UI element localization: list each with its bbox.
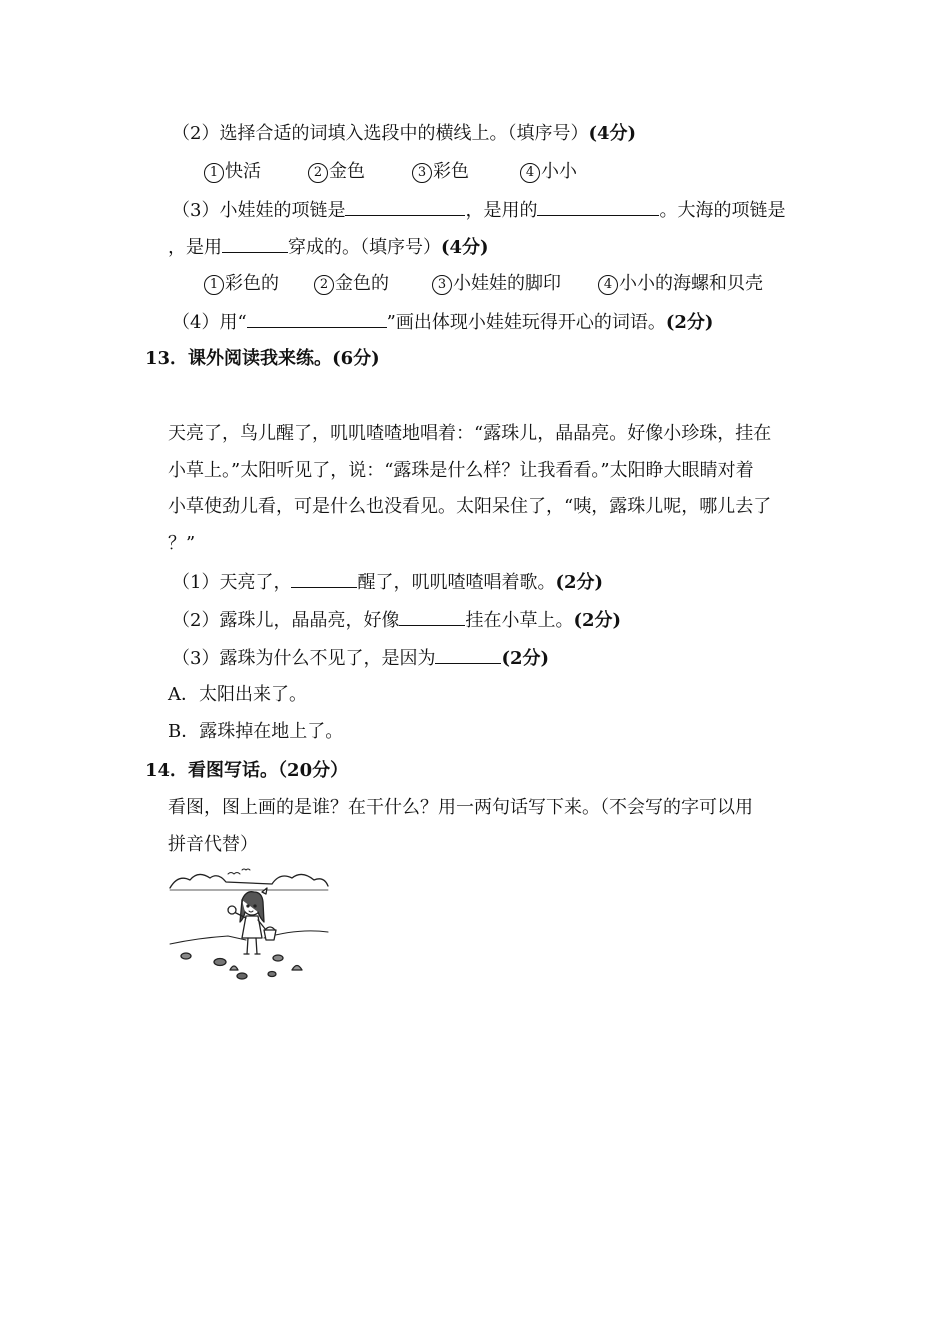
circled-number: 2 (314, 275, 334, 295)
circled-number: 4 (598, 275, 618, 295)
q13-sub3-score: (2分) (501, 648, 550, 669)
shell-icon (237, 973, 247, 979)
q12-part3-score: (4分) (441, 237, 489, 258)
answer-blank[interactable] (435, 645, 501, 664)
q12-part3-text-e: 穿成的。（填序号） (288, 237, 441, 258)
q13-sub2 (172, 607, 621, 634)
q13-sub1-score: (2分) (555, 572, 604, 593)
shell-icon (214, 959, 226, 966)
option-text: 小娃娃的脚印 (453, 273, 561, 294)
answer-blank[interactable] (222, 234, 288, 253)
option-text: 彩色的 (225, 273, 279, 294)
answer-blank[interactable] (247, 309, 387, 328)
circled-number: 3 (412, 163, 432, 183)
option-text: 金色的 (335, 273, 389, 294)
passage-line: ？” (168, 533, 196, 554)
passage-line: 小草使劲儿看，可是什么也没看见。太阳呆住了，“咦，露珠儿呢，哪儿去了 (168, 496, 772, 517)
q12-part3-text-b: ，是用的 (465, 200, 538, 221)
q12-part3-text-d: ，是用 (168, 237, 222, 258)
q12-part3-line2 (168, 234, 489, 261)
q12-part2-text: 选择合适的词填入选段中的横线上。（填序号） (219, 123, 589, 144)
q14-instruction: 拼音代替） (168, 834, 258, 855)
q13-option-a: A．太阳出来了。 (168, 684, 307, 705)
shell-icon (230, 966, 238, 970)
shell-icon (292, 966, 302, 971)
answer-blank[interactable] (399, 607, 465, 626)
q12-part3-text-c: 。大海的项链是 (659, 200, 786, 221)
q12-part2-options (204, 159, 577, 185)
circled-number: 3 (432, 275, 452, 295)
q13-sub2-text-b: 挂在小草上。 (465, 610, 574, 631)
q13-sub1-text-b: 醒了，叽叽喳喳唱着歌。 (357, 572, 556, 593)
circled-number: 1 (204, 163, 224, 183)
circled-number: 2 (308, 163, 328, 183)
cloud-line (170, 874, 328, 888)
q13-sub2-text-a: （2）露珠儿，晶晶亮，好像 (172, 610, 400, 631)
q13-title-line (145, 346, 380, 372)
answer-blank[interactable] (537, 197, 659, 216)
answer-blank[interactable] (291, 569, 357, 588)
q12-part2-line (172, 121, 636, 147)
option-item (204, 159, 308, 185)
shell-icon (268, 972, 276, 977)
q12-part4-prefix: （4） (172, 312, 220, 333)
option-item (412, 159, 520, 185)
answer-blank[interactable] (345, 197, 465, 216)
bird-icon (242, 869, 250, 870)
option-text: 小小的海螺和贝壳 (619, 273, 763, 294)
option-text: 彩色 (433, 161, 469, 182)
option-item (204, 271, 314, 297)
q13-score: (6分) (332, 348, 380, 369)
option-text: 小小 (541, 161, 577, 182)
q14-instruction: 看图，图上画的是谁？在干什么？用一两句话写下来。（不会写的字可以用 (168, 797, 753, 818)
option-item (308, 159, 412, 185)
q12-part2-prefix: （2） (172, 123, 220, 144)
circled-number: 1 (204, 275, 224, 295)
circled-number: 4 (520, 163, 540, 183)
passage-line: 小草上。”太阳听见了，说：“露珠是什么样？让我看看。”太阳睁大眼睛对着 (168, 460, 754, 481)
beach-girl-picture (168, 866, 330, 984)
shell-icon (273, 955, 283, 961)
bird-icon (228, 873, 240, 875)
q13-sub3 (172, 645, 549, 672)
q12-part4-text-b: ”画出体现小娃娃玩得开心的词语。 (386, 312, 666, 333)
q12-part4-line (172, 309, 713, 336)
option-item (520, 159, 577, 185)
q12-part3-options (204, 271, 763, 297)
q12-part3-line1 (172, 197, 785, 224)
q12-part4-text-a: 用“ (219, 312, 247, 333)
q13-sub2-score: (2分) (573, 610, 622, 631)
q13-sub1-text-a: （1）天亮了， (172, 572, 292, 593)
q13-option-b: B．露珠掉在地上了。 (168, 721, 344, 742)
q12-part3-prefix: （3） (172, 200, 220, 221)
option-item (598, 271, 763, 297)
q12-part3-text-a: 小娃娃的项链是 (219, 200, 346, 221)
q14-title: 14．看图写话。（20分） (145, 760, 349, 781)
q13-sub3-text-a: （3）露珠为什么不见了，是因为 (172, 648, 436, 669)
option-item (314, 271, 432, 297)
shell-icon (181, 953, 191, 959)
q12-part2-score: (4分) (588, 123, 637, 144)
q13-sub1 (172, 569, 603, 596)
option-item (432, 271, 598, 297)
option-text: 金色 (329, 161, 365, 182)
q13-title: 13．课外阅读我来练。 (145, 348, 333, 369)
option-text: 快活 (225, 161, 261, 182)
passage-line: 天亮了，鸟儿醒了，叽叽喳喳地唱着：“露珠儿，晶晶亮。好像小珍珠，挂在 (168, 423, 772, 444)
q12-part4-score: (2分) (665, 312, 714, 333)
